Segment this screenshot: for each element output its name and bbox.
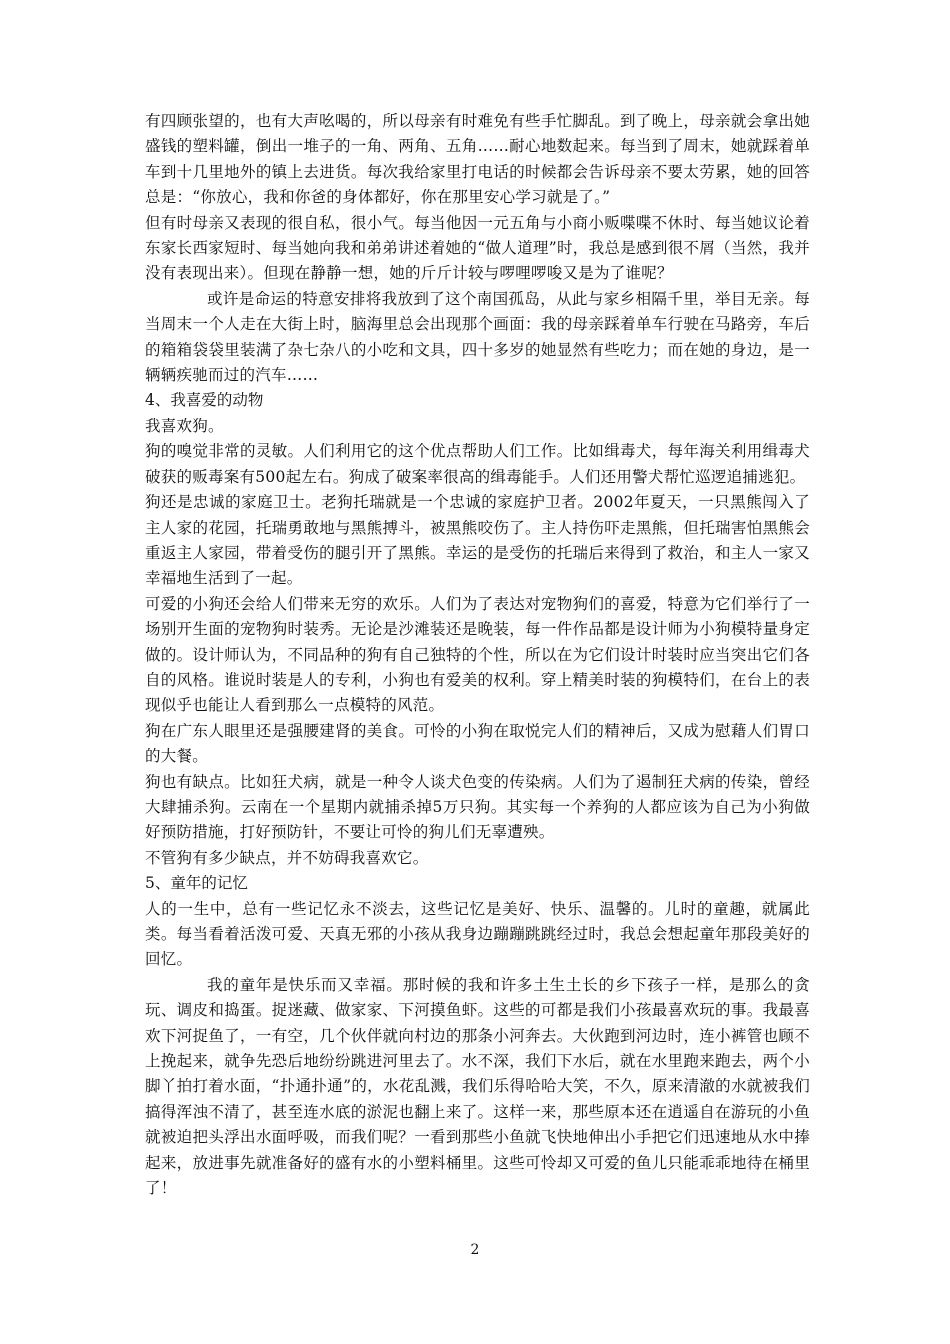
paragraph: 狗在广东人眼里还是强腰建肾的美食。可怜的小狗在取悦完人们的精神后，又成为慰藉人们胃口的大餐。 xyxy=(145,721,810,766)
paragraph: 不管狗有多少缺点，并不妨碍我喜欢它。 xyxy=(145,848,429,867)
paragraph: 狗也有缺点。比如狂犬病，就是一种令人谈犬色变的传染病。人们为了遏制狂犬病的传染，曾经大肆捕杀狗。云南在一个星期内就捕杀掉5万只狗。其实每一个养狗的人都应该为自己为小狗做好预防措施，打好预防针，不要让可怜的狗儿们无辜遭殃。 xyxy=(145,772,810,842)
paragraph: 或许是命运的特意安排将我放到了这个南国孤岛，从此与家乡相隔千里，举目无亲。每当周末一个人走在大街上时，脑海里总会出现那个画面：我的母亲踩着单车行驶在马路旁，车后的箱箱袋袋里装满了杂七杂八的小吃和文具，四十多岁的她显然有些吃力；而在她的身边，是一辆辆疾驰而过的汽车…… xyxy=(145,289,810,385)
paragraph: 有四顾张望的，也有大声吆喝的，所以母亲有时难免有些手忙脚乱。到了晚上，母亲就会拿出她盛钱的塑料罐，倒出一堆子的一角、两角、五角……耐心地数起来。每当到了周末，她就踩着单车到十几里地外的镇上去进货。每次我给家里打电话的时候都会告诉母亲不要太劳累，她的回答总是：“你放心，我和你爸的身体都好，你在那里安心学习就是了。” xyxy=(145,112,810,207)
section-heading: 5、童年的记忆 xyxy=(145,874,248,893)
section-heading: 4、我喜爱的动物 xyxy=(145,391,264,410)
paragraph: 人的一生中，总有一些记忆永不淡去，这些记忆是美好、快乐、温馨的。儿时的童趣，就属此类。每当看着活泼可爱、天真无邪的小孩从我身边蹦蹦跳跳经过时，我总会想起童年那段美好的回忆。 xyxy=(145,899,810,969)
document-body xyxy=(145,109,810,1201)
paragraph: 我喜欢狗。 xyxy=(145,416,224,435)
paragraph: 可爱的小狗还会给人们带来无穷的欢乐。人们为了表达对宠物狗们的喜爱，特意为它们举行了一场别开生面的宠物狗时装秀。无论是沙滩装还是晚装，每一件作品都是设计师为小狗模特量身定做的。设计师认为，不同品种的狗有自己独特的个性，所以在为它们设计时装时应当突出它们各自的风格。谁说时装是人的专利，小狗也有爱美的权利。穿上精美时装的狗模特们，在台上的表现似乎也能让人看到那么一点模特的风范。 xyxy=(145,594,810,715)
page-number: 2 xyxy=(470,1242,480,1258)
paragraph: 狗的嗅觉非常的灵敏。人们利用它的这个优点帮助人们工作。比如缉毒犬，每年海关利用缉毒犬破获的贩毒案有500起左右。狗成了破案率很高的缉毒能手。人们还用警犬帮忙巡逻追捕逃犯。 xyxy=(145,442,810,486)
paragraph: 狗还是忠诚的家庭卫士。老狗托瑞就是一个忠诚的家庭护卫者。2002年夏天，一只黑熊闯入了主人家的花园，托瑞勇敢地与黑熊搏斗，被黑熊咬伤了。主人持伤吓走黑熊，但托瑞害怕黑熊会重返主人家园，带着受伤的腿引开了黑熊。幸运的是受伤的托瑞后来得到了救治，和主人一家又幸福地生活到了一起。 xyxy=(145,493,810,588)
paragraph: 但有时母亲又表现的很自私，很小气。每当他因一元五角与小商小贩喋喋不休时、每当她议论着东家长西家短时、每当她向我和弟弟讲述着她的“做人道理”时，我总是感到很不屑（当然，我并没有表现出来）。但现在静静一想，她的斤斤计较与啰哩啰唆又是为了谁呢？ xyxy=(145,213,810,283)
paragraph: 我的童年是快乐而又幸福。那时候的我和许多土生土长的乡下孩子一样，是那么的贪玩、调皮和捣蛋。捉迷藏、做家家、下河摸鱼虾。这些的可都是我们小孩最喜欢玩的事。我最喜欢下河捉鱼了，一有空，几个伙伴就向村边的那条小河奔去。大伙跑到河边时，连小裤管也顾不上挽起来，就争先恐后地纷纷跳进河里去了。水不深，我们下水后，就在水里跑来跑去，两个小脚丫拍打着水面，“扑通扑通”的，水花乱溅，我们乐得哈哈大笑，不久，原来清澈的水就被我们搞得浑浊不清了，甚至连水底的淤泥也翻上来了。这样一来，那些原本还在逍遥自在游玩的小鱼就被迫把头浮出水面呼吸，而我们呢？一看到那些小鱼就飞快地伸出小手把它们迅速地从水中捧起来，放进事先就准备好的盛有水的小塑料桶里。这些可怜却又可爱的鱼儿只能乖乖地待在桶里了！ xyxy=(145,975,810,1198)
